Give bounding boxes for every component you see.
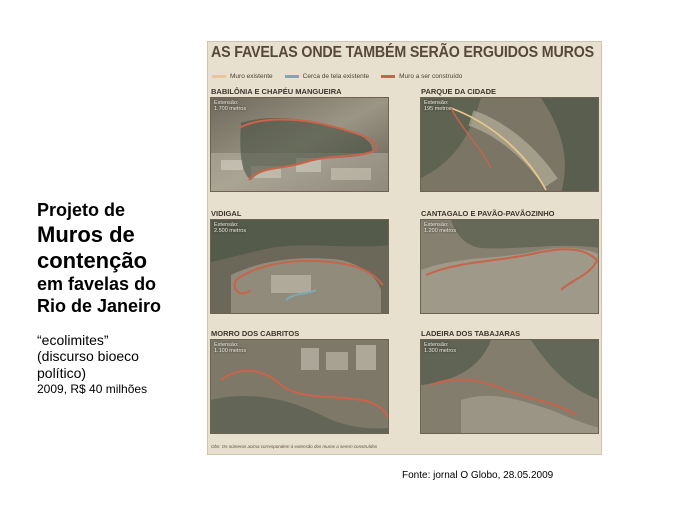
map-ladeira-dos-tabajaras <box>420 339 599 434</box>
slide-text-block <box>37 200 202 398</box>
subtitle-line-3: político) <box>37 365 87 382</box>
extension-note: Extensão: 1.100 metros <box>214 342 247 355</box>
extension-note: Extensão: 1.200 metros <box>424 222 457 235</box>
panel-label-cantagalo: CANTAGALO E PAVÃO-PAVÃOZINHO <box>421 209 555 218</box>
legend-item-existing-fence <box>285 73 369 80</box>
map-morro-dos-cabritos <box>210 339 389 434</box>
map-babilonia <box>210 97 389 192</box>
legend-label: Cerca de tela existente <box>302 73 370 80</box>
title-line-5: Rio de Janeiro <box>37 295 162 316</box>
subtitle-line-2: (discurso bioeco <box>37 348 139 365</box>
panel-label-morro-dos-cabritos: MORRO DOS CABRITOS <box>211 329 300 338</box>
map-legend <box>212 73 462 80</box>
title-line-2: Muros de <box>37 221 135 247</box>
legend-swatch <box>381 75 395 78</box>
title-line-4: em favelas do <box>37 274 157 295</box>
clipping-footnote: Obs: Os números acima correspondem à extensão dos muros a serem construídos <box>211 444 378 449</box>
legend-label: Muro a ser construído <box>399 73 463 80</box>
subtitle <box>37 332 202 382</box>
legend-swatch <box>285 75 299 78</box>
clipping-title: AS FAVELAS ONDE TAMBÉM SERÃO ERGUIDOS MUROS <box>211 44 594 61</box>
legend-label: Muro existente <box>230 73 273 80</box>
map-cantagalo <box>420 219 599 314</box>
title-line-1: Projeto de <box>37 200 126 220</box>
title-line-3: contenção <box>37 247 148 273</box>
detail-line: 2009, R$ 40 milhões <box>37 381 148 396</box>
panel-label-parque-da-cidade: PARQUE DA CIDADE <box>421 87 497 96</box>
legend-item-planned-wall <box>381 73 462 80</box>
panel-label-babilonia: BABILÔNIA E CHAPÉU MANGUEIRA <box>211 87 342 96</box>
extension-note: Extensão: 1.700 metros <box>214 100 247 113</box>
extension-note: Extensão: 2.500 metros <box>214 222 247 235</box>
subtitle-line-1: “ecolimites” <box>37 331 109 348</box>
map-vidigal <box>210 219 389 314</box>
panel-label-vidigal: VIDIGAL <box>211 209 242 218</box>
panel-label-ladeira-dos-tabajaras: LADEIRA DOS TABAJARAS <box>421 329 521 338</box>
source-caption: Fonte: jornal O Globo, 28.05.2009 <box>402 470 554 481</box>
extension-note: Extensão: 195 metros <box>424 100 452 113</box>
extension-note: Extensão: 1.300 metros <box>424 342 457 355</box>
legend-swatch <box>212 75 226 78</box>
map-parque-da-cidade <box>420 97 599 192</box>
legend-item-existing-wall <box>212 73 273 80</box>
newspaper-clipping <box>207 41 602 455</box>
